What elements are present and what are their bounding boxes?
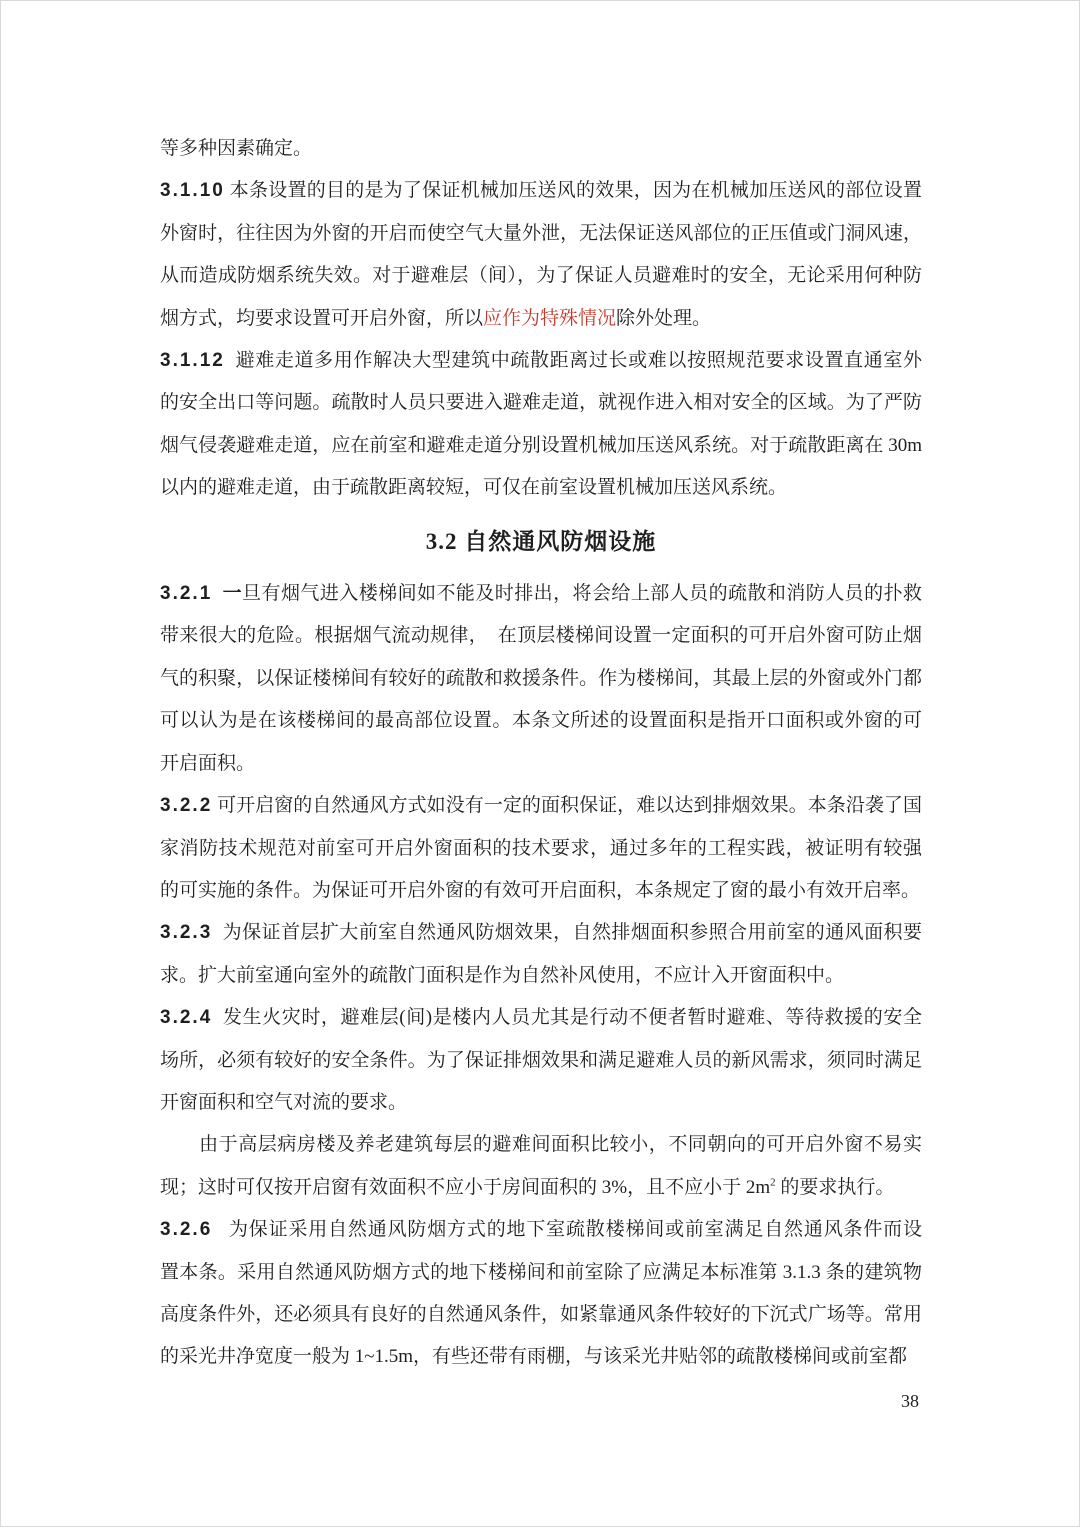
- paragraph: [160, 785, 922, 912]
- clause-number: 3.2.6: [160, 1219, 213, 1241]
- text-segment: 的可实施的条件。为保证可开启外窗的有效可开启面积，本条规定了窗的最小有效开启率。: [160, 879, 921, 901]
- text-line: [160, 382, 922, 424]
- text-segment: 可以认为是在该楼梯间的最高部位设置。本条文所述的设置面积是指开口面积或外窗的可: [160, 710, 922, 732]
- text-line: [160, 615, 922, 657]
- text-segment: 由于高层病房楼及养老建筑每层的避难间面积比较小，不同朝向的可开启外窗不易实: [160, 1134, 922, 1156]
- text-line: [160, 1294, 922, 1336]
- text-segment: 烟方式，均要求设置可开启外窗，所以: [160, 307, 484, 329]
- text-line: [160, 785, 922, 827]
- text-line: [160, 1124, 922, 1166]
- text-line: [160, 658, 922, 700]
- text-segment: 避难走道多用作解决大型建筑中疏散距离过长或难以按照规范要求设置直通室外: [224, 350, 922, 372]
- text-line: [160, 425, 922, 467]
- paragraph: [160, 1124, 922, 1209]
- text-line: [160, 1082, 922, 1124]
- text-line: [160, 997, 922, 1039]
- text-line: [160, 213, 922, 255]
- text-line: [160, 521, 922, 563]
- text-line: [160, 128, 922, 170]
- text-segment: 家消防技术规范对前室可开启外窗面积的技术要求，通过多年的工程实践，被证明有较强: [160, 837, 922, 859]
- text-segment: 烟气侵袭避难走道，应在前室和避难走道分别设置机械加压送风系统。对于疏散距离在 30m: [160, 434, 922, 456]
- paragraph: [160, 128, 922, 170]
- text-segment: 高度条件外，还必须具有良好的自然通风条件，如紧靠通风条件较好的下沉式广场等。常用: [160, 1303, 922, 1325]
- text-segment: 外窗时，往往因为外窗的开启而使空气大量外泄，无法保证送风部位的正压值或门洞风速，: [160, 222, 922, 244]
- text-segment: 现；这时可仅按开启窗有效面积不应小于房间面积的 3%，且不应小于 2m: [160, 1176, 771, 1198]
- paragraph: [160, 340, 922, 510]
- text-segment: 从而造成防烟系统失效。对于避难层（间），为了保证人员避难时的安全，无论采用何种防: [160, 265, 922, 287]
- paragraph: [160, 1209, 922, 1379]
- text-segment: 等多种因素确定。: [160, 138, 313, 159]
- text-line: [160, 1252, 922, 1294]
- text-line: [160, 1209, 922, 1251]
- paragraph: [160, 912, 922, 997]
- paragraph: [160, 997, 922, 1124]
- text-line: [160, 298, 922, 340]
- text-segment: 本条设置的目的是为了保证机械加压送风的效果，因为在机械加压送风的部位设置: [224, 180, 922, 202]
- text-segment: 为保证采用自然通风防烟方式的地下室疏散楼梯间或前室满足自然通风条件而设: [212, 1219, 922, 1241]
- text-segment: 开窗面积和空气对流的要求。: [160, 1091, 408, 1113]
- highlighted-text: 应作为特殊情况: [483, 307, 617, 329]
- text-line: [160, 170, 922, 212]
- text-segment: 的安全出口等问题。疏散时人员只要进入避难走道，就视作进入相对安全的区域。为了严防: [160, 392, 922, 414]
- text-segment: 为保证首层扩大前室自然通风防烟效果，自然排烟面积参照合用前室的通风面积要: [212, 922, 922, 944]
- document-content: [160, 128, 922, 1379]
- text-line: [160, 828, 922, 870]
- paragraph: [160, 573, 922, 785]
- clause-number: 3.1.12: [160, 350, 225, 372]
- clause-number: 3.2.4: [160, 1007, 213, 1029]
- page-number: 38: [901, 1391, 919, 1411]
- text-segment: 旦有烟气进入楼梯间如不能及时排出，将会给上部人员的疏散和消防人员的扑救: [242, 583, 923, 605]
- text-segment: 开启面积。: [160, 752, 256, 774]
- text-line: [160, 955, 922, 997]
- text-segment: 带来很大的危险。根据烟气流动规律， 在顶层楼梯间设置一定面积的可开启外窗可防止烟: [160, 625, 922, 647]
- text-segment: 除外处理。: [616, 307, 712, 329]
- clause-number: 3.2.2: [160, 795, 213, 817]
- text-segment: 场所，必须有较好的安全条件。为了保证排烟效果和满足避难人员的新风需求，须同时满足: [160, 1049, 922, 1071]
- text-segment: 3.2 自然通风防烟设施: [425, 528, 657, 554]
- text-segment: 以内的避难走道，由于疏散距离较短，可仅在前室设置机械加压送风系统。: [160, 477, 788, 499]
- text-segment: 求。扩大前室通向室外的疏散门面积是作为自然补风使用，不应计入开窗面积中。: [160, 964, 845, 986]
- text-line: [160, 467, 922, 509]
- text-line: [160, 700, 922, 742]
- section-heading: [160, 521, 922, 563]
- text-segment: 的要求执行。: [775, 1176, 895, 1198]
- text-line: [160, 743, 922, 785]
- text-segment: 的采光井净宽度一般为 1~1.5m，有些还带有雨棚，与该采光井贴邻的疏散楼梯间或前室都: [160, 1346, 908, 1368]
- text-line: [160, 1336, 922, 1378]
- text-segment: 气的积聚，以保证楼梯间有较好的疏散和救援条件。作为楼梯间，其最上层的外窗或外门都: [160, 667, 922, 689]
- text-line: [160, 255, 922, 297]
- paragraph: [160, 170, 922, 340]
- text-segment: 可开启窗的自然通风方式如没有一定的面积保证，难以达到排烟效果。本条沿袭了国: [212, 795, 922, 817]
- text-segment: 一: [222, 583, 243, 605]
- text-line: [160, 912, 922, 954]
- text-segment: 发生火灾时，避难层(间)是楼内人员尤其是行动不便者暂时避难、等待救援的安全: [212, 1007, 922, 1029]
- text-segment: 2: [770, 1176, 776, 1189]
- text-line: [160, 870, 922, 912]
- text-line: [160, 1167, 922, 1209]
- text-line: [160, 573, 922, 615]
- text-segment: 置本条。采用自然通风防烟方式的地下楼梯间和前室除了应满足本标准第 3.1.3 条的建筑物: [160, 1261, 922, 1283]
- clause-number: 3.2.1: [160, 583, 213, 605]
- clause-number: 3.1.10: [160, 180, 225, 202]
- text-segment: [212, 583, 222, 604]
- clause-number: 3.2.3: [160, 922, 213, 944]
- text-line: [160, 1040, 922, 1082]
- text-line: [160, 340, 922, 382]
